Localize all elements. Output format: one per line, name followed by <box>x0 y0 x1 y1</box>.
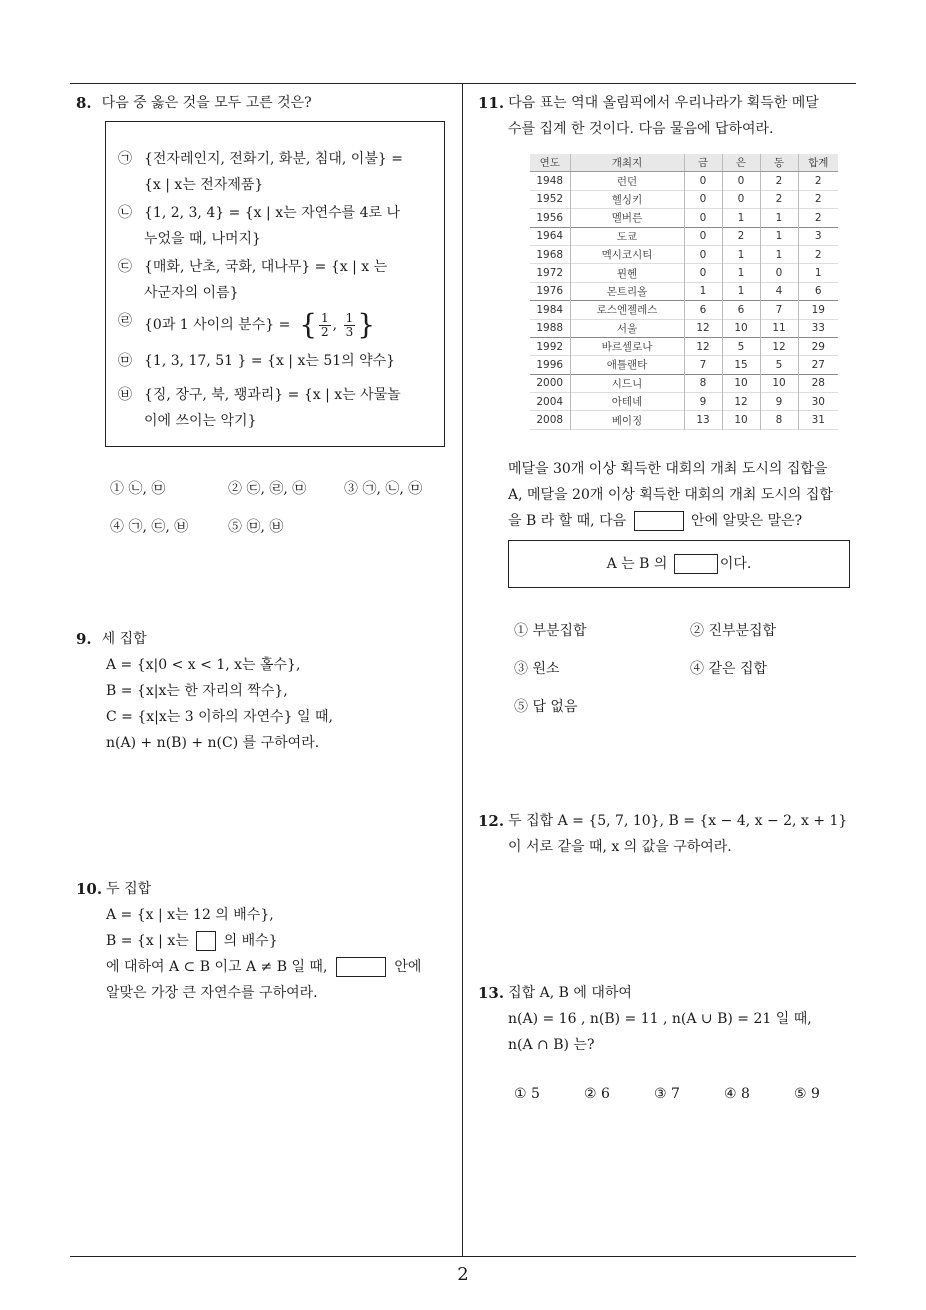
table-cell: 0 <box>684 264 722 282</box>
answer-box-sentence <box>509 553 849 575</box>
table-cell: 1 <box>760 245 798 263</box>
choice-2[interactable]: ② 6 <box>584 1086 610 1102</box>
question-number: 8. <box>76 94 92 112</box>
table-cell: 4 <box>760 282 798 300</box>
table-row <box>530 374 838 392</box>
question-number: 10. <box>76 880 103 898</box>
table-row <box>530 190 838 208</box>
statement-item <box>118 308 434 342</box>
statement-marker: ㉤ <box>118 353 132 369</box>
table-cell: 15 <box>722 356 760 374</box>
table-header-cell: 합계 <box>798 154 838 172</box>
table-cell: 29 <box>798 337 838 355</box>
question-10 <box>76 876 462 1006</box>
set-a-definition: A = {x|0 < x < 1, x는 홀수}, <box>106 657 301 673</box>
table-cell: 0 <box>684 172 722 190</box>
table-cell: 1976 <box>536 285 564 298</box>
table-cell: 몬트리올 <box>570 282 684 300</box>
paragraph-line-3-suffix: 안에 알맞은 말은? <box>691 513 803 529</box>
statement-item <box>118 348 434 374</box>
choice-3[interactable]: ③ 7 <box>654 1086 680 1102</box>
statement-marker: ㉠ <box>118 151 132 167</box>
question-13 <box>478 980 862 1058</box>
question-text: 다음 중 옳은 것을 모두 고른 것은? <box>101 95 312 111</box>
set-b-prefix: B = {x | x는 <box>106 933 189 949</box>
fraction-denominator: 2 <box>321 324 329 339</box>
table-cell: 2008 <box>536 414 564 427</box>
table-cell: 1984 <box>536 303 564 316</box>
table-row <box>530 282 838 300</box>
statement-text <box>144 146 403 198</box>
table-cell: 10 <box>722 374 760 392</box>
table-cell: 6 <box>722 301 760 319</box>
statement-line: 누었을 때, 나머지} <box>144 231 261 247</box>
answer-blank[interactable] <box>634 511 684 531</box>
statement-item <box>118 382 434 434</box>
fraction-separator: , <box>332 317 342 333</box>
question-text-line-2: 이 서로 같을 때, x 의 값을 구하여라. <box>508 839 732 855</box>
choice-2[interactable]: ② 진부분집합 <box>690 623 777 639</box>
choice-1[interactable]: ① ㉡, ㉤ <box>110 481 166 497</box>
question-title: 세 집합 <box>101 631 147 647</box>
table-row <box>530 264 838 282</box>
table-cell: 1968 <box>536 248 564 261</box>
fraction-denominator: 3 <box>345 324 354 339</box>
table-cell: 27 <box>798 356 838 374</box>
bottom-rule <box>70 1256 856 1257</box>
table-cell: 0 <box>684 245 722 263</box>
table-cell: 1964 <box>536 230 564 243</box>
question-number: 9. <box>76 630 92 648</box>
choice-2[interactable]: ② ㉢, ㉣, ㉤ <box>228 481 307 497</box>
question-text-line-3: n(A ∩ B) 는? <box>508 1037 595 1053</box>
choice-5[interactable]: ⑤ 9 <box>794 1086 820 1102</box>
condition-text: 에 대하여 A ⊂ B 이고 A ≠ B 일 때, <box>106 959 328 975</box>
table-cell: 1 <box>722 282 760 300</box>
table-cell: 28 <box>798 374 838 392</box>
table-row <box>530 411 838 429</box>
choice-1[interactable]: ① 5 <box>514 1086 540 1102</box>
question-11-paragraph <box>508 456 862 534</box>
fraction-numerator: 1 <box>345 310 354 325</box>
set-b-definition: B = {x|x는 한 자리의 짝수}, <box>106 683 288 699</box>
table-cell: 1988 <box>536 322 564 335</box>
table-cell: 도쿄 <box>570 227 684 245</box>
table-header-cell: 개최지 <box>570 154 684 172</box>
top-rule <box>70 83 856 84</box>
table-cell: 2004 <box>536 395 564 408</box>
q8-statement-list <box>118 146 434 434</box>
table-header-row <box>530 154 838 172</box>
table-cell: 19 <box>798 301 838 319</box>
table-cell: 1 <box>722 209 760 227</box>
question-text-line-1: 집합 A, B 에 대하여 <box>508 985 632 1001</box>
table-cell: 0 <box>684 227 722 245</box>
statement-marker: ㉢ <box>118 259 132 275</box>
q11-answer-box <box>508 540 850 588</box>
table-cell: 9 <box>684 393 722 411</box>
paragraph-line-3 <box>508 508 862 534</box>
question-11 <box>478 90 862 142</box>
table-cell: 2 <box>798 190 838 208</box>
choice-5[interactable]: ⑤ ㉤, ㉥ <box>228 519 284 535</box>
set-b-definition <box>76 928 462 954</box>
table-cell: 30 <box>798 393 838 411</box>
table-cell: 7 <box>760 301 798 319</box>
table-cell: 10 <box>760 374 798 392</box>
question-title: 두 집합 <box>106 881 152 897</box>
statement-marker: ㉡ <box>118 205 132 221</box>
table-cell: 5 <box>722 337 760 355</box>
table-cell: 10 <box>722 411 760 429</box>
statement-item <box>118 146 434 198</box>
choice-5[interactable]: ⑤ 답 없음 <box>514 699 578 715</box>
table-cell: 0 <box>684 190 722 208</box>
statement-line: {징, 장구, 북, 꽹과리} = {x | x는 사물놀 <box>144 387 401 403</box>
medal-table <box>530 154 838 430</box>
table-cell: 1 <box>722 264 760 282</box>
table-cell: 8 <box>760 411 798 429</box>
answer-blank-small[interactable] <box>196 931 216 951</box>
table-row <box>530 356 838 374</box>
table-cell: 1 <box>760 227 798 245</box>
table-cell: 서울 <box>570 319 684 337</box>
answer-box-suffix: 이다. <box>719 556 752 572</box>
table-cell: 2 <box>760 190 798 208</box>
statement-line: 사군자의 이름} <box>144 285 239 301</box>
paragraph-line-2: A, 메달을 20개 이상 획득한 대회의 개최 도시의 집합 <box>508 487 833 503</box>
column-divider <box>462 84 463 1256</box>
question-12 <box>478 808 862 860</box>
question-text-line-2: n(A) = 16 , n(B) = 11 , n(A ∪ B) = 21 일 때, <box>508 1011 812 1027</box>
condition-line <box>76 954 462 980</box>
statement-line: {전자레인지, 전화기, 화분, 침대, 이불} = <box>144 151 403 167</box>
statement-text <box>144 348 395 374</box>
table-cell: 런던 <box>570 172 684 190</box>
table-cell: 베이징 <box>570 411 684 429</box>
table-header-cell: 은 <box>722 154 760 172</box>
statement-marker: ㉣ <box>118 313 132 329</box>
table-cell: 헬싱키 <box>570 190 684 208</box>
statement-marker: ㉥ <box>118 387 132 403</box>
table-cell: 1 <box>684 282 722 300</box>
question-text-line-2: 수를 집계 한 것이다. 다음 물음에 답하여라. <box>508 121 774 137</box>
table-cell: 2 <box>798 209 838 227</box>
table-cell: 멕시코시티 <box>570 245 684 263</box>
table-row <box>530 172 838 190</box>
choice-3[interactable]: ③ ㉠, ㉡, ㉤ <box>344 481 423 497</box>
table-cell: 6 <box>684 301 722 319</box>
choice-3[interactable]: ③ 원소 <box>514 661 560 677</box>
table-cell: 애틀랜타 <box>570 356 684 374</box>
table-cell: 1 <box>722 245 760 263</box>
answer-box-prefix: A 는 B 의 <box>606 556 668 572</box>
table-cell: 1 <box>798 264 838 282</box>
statement-text <box>144 308 375 342</box>
choice-4[interactable]: ④ ㉠, ㉢, ㉥ <box>110 519 189 535</box>
condition-suffix: 안에 <box>394 959 422 975</box>
table-cell: 2 <box>798 172 838 190</box>
choice-4[interactable]: ④ 8 <box>724 1086 750 1102</box>
table-body <box>530 172 838 429</box>
paragraph-line-3-prefix: 을 B 라 할 때, 다음 <box>508 513 627 529</box>
table-row <box>530 227 838 245</box>
table-cell: 31 <box>798 411 838 429</box>
table-cell: 1 <box>760 209 798 227</box>
table-cell: 0 <box>722 172 760 190</box>
table-cell: 5 <box>760 356 798 374</box>
table-row <box>530 301 838 319</box>
table-cell: 3 <box>798 227 838 245</box>
question-prompt: n(A) + n(B) + n(C) 를 구하여라. <box>106 735 320 751</box>
statement-line: 이에 쓰이는 악기} <box>144 413 257 429</box>
fraction <box>344 312 356 339</box>
table-header-cell: 연도 <box>530 154 570 172</box>
question-text-line-1: 두 집합 A = {5, 7, 10}, B = {x − 4, x − 2, x + 1} <box>508 813 848 829</box>
question-number: 13. <box>478 984 505 1002</box>
left-brace: { <box>290 308 318 341</box>
table-cell: 12 <box>722 393 760 411</box>
statement-lead: {0과 1 사이의 분수} = <box>144 317 291 333</box>
fraction-numerator: 1 <box>321 310 329 325</box>
table-cell: 1992 <box>536 340 564 353</box>
set-b-suffix: 의 배수} <box>223 933 278 949</box>
statement-line: {매화, 난초, 국화, 대나무} = {x | x 는 <box>144 259 388 275</box>
table-cell: 1956 <box>536 211 564 224</box>
table-row <box>530 209 838 227</box>
table-cell: 로스엔젤레스 <box>570 301 684 319</box>
table-header-cell: 동 <box>760 154 798 172</box>
table-cell: 2 <box>760 172 798 190</box>
table-cell: 바르셀로나 <box>570 337 684 355</box>
table-cell: 0 <box>760 264 798 282</box>
table-cell: 33 <box>798 319 838 337</box>
table-cell: 1952 <box>536 193 564 206</box>
table-row <box>530 245 838 263</box>
right-brace: } <box>357 308 376 341</box>
table-cell: 멜버른 <box>570 209 684 227</box>
choice-1[interactable]: ① 부분집합 <box>514 623 587 639</box>
table-row <box>530 319 838 337</box>
table-cell: 10 <box>722 319 760 337</box>
table-cell: 2 <box>798 245 838 263</box>
table-cell: 9 <box>760 393 798 411</box>
answer-blank[interactable] <box>674 554 718 574</box>
table-cell: 12 <box>684 337 722 355</box>
statement-line: {1, 3, 17, 51 } = {x | x는 51의 약수} <box>144 353 396 369</box>
table-cell: 아테네 <box>570 393 684 411</box>
question-9 <box>76 626 456 756</box>
answer-blank[interactable] <box>336 957 386 977</box>
choice-4[interactable]: ④ 같은 집합 <box>690 661 767 677</box>
fraction <box>319 312 331 339</box>
question-number: 11. <box>478 94 505 112</box>
table-cell: 6 <box>798 282 838 300</box>
table-cell: 2000 <box>536 377 564 390</box>
statement-item <box>118 200 434 252</box>
q8-statement-box <box>105 121 445 447</box>
table-cell: 7 <box>684 356 722 374</box>
table-cell: 12 <box>684 319 722 337</box>
medal-table-wrapper <box>530 154 838 430</box>
table-cell: 시드니 <box>570 374 684 392</box>
table-row <box>530 337 838 355</box>
question-number: 12. <box>478 812 505 830</box>
table-cell: 1996 <box>536 358 564 371</box>
table-cell: 8 <box>684 374 722 392</box>
table-header-cell: 금 <box>684 154 722 172</box>
paragraph-line-1: 메달을 30개 이상 획득한 대회의 개최 도시의 집합을 <box>508 461 828 477</box>
table-cell: 2 <box>722 227 760 245</box>
statement-line: {x | x는 전자제품} <box>144 177 264 193</box>
statement-item <box>118 254 434 306</box>
statement-text <box>144 254 387 306</box>
set-a-definition: A = {x | x는 12 의 배수}, <box>106 907 274 923</box>
table-cell: 11 <box>760 319 798 337</box>
table-cell: 0 <box>684 209 722 227</box>
statement-text <box>144 382 401 434</box>
table-cell: 뮌헨 <box>570 264 684 282</box>
statement-line: {1, 2, 3, 4} = {x | x는 자연수를 4로 나 <box>144 205 401 221</box>
table-cell: 13 <box>684 411 722 429</box>
table-cell: 12 <box>760 337 798 355</box>
statement-text <box>144 200 400 252</box>
table-cell: 0 <box>722 190 760 208</box>
statement-line <box>144 308 375 342</box>
question-prompt: 알맞은 가장 큰 자연수를 구하여라. <box>106 985 318 1001</box>
table-cell: 1948 <box>536 175 564 188</box>
question-8 <box>76 90 456 116</box>
page-number: 2 <box>457 1264 469 1285</box>
question-text-line-1: 다음 표는 역대 올림픽에서 우리나라가 획득한 메달 <box>508 95 819 111</box>
set-c-definition: C = {x|x는 3 이하의 자연수} 일 때, <box>106 709 333 725</box>
table-cell: 1972 <box>536 267 564 280</box>
table-row <box>530 393 838 411</box>
